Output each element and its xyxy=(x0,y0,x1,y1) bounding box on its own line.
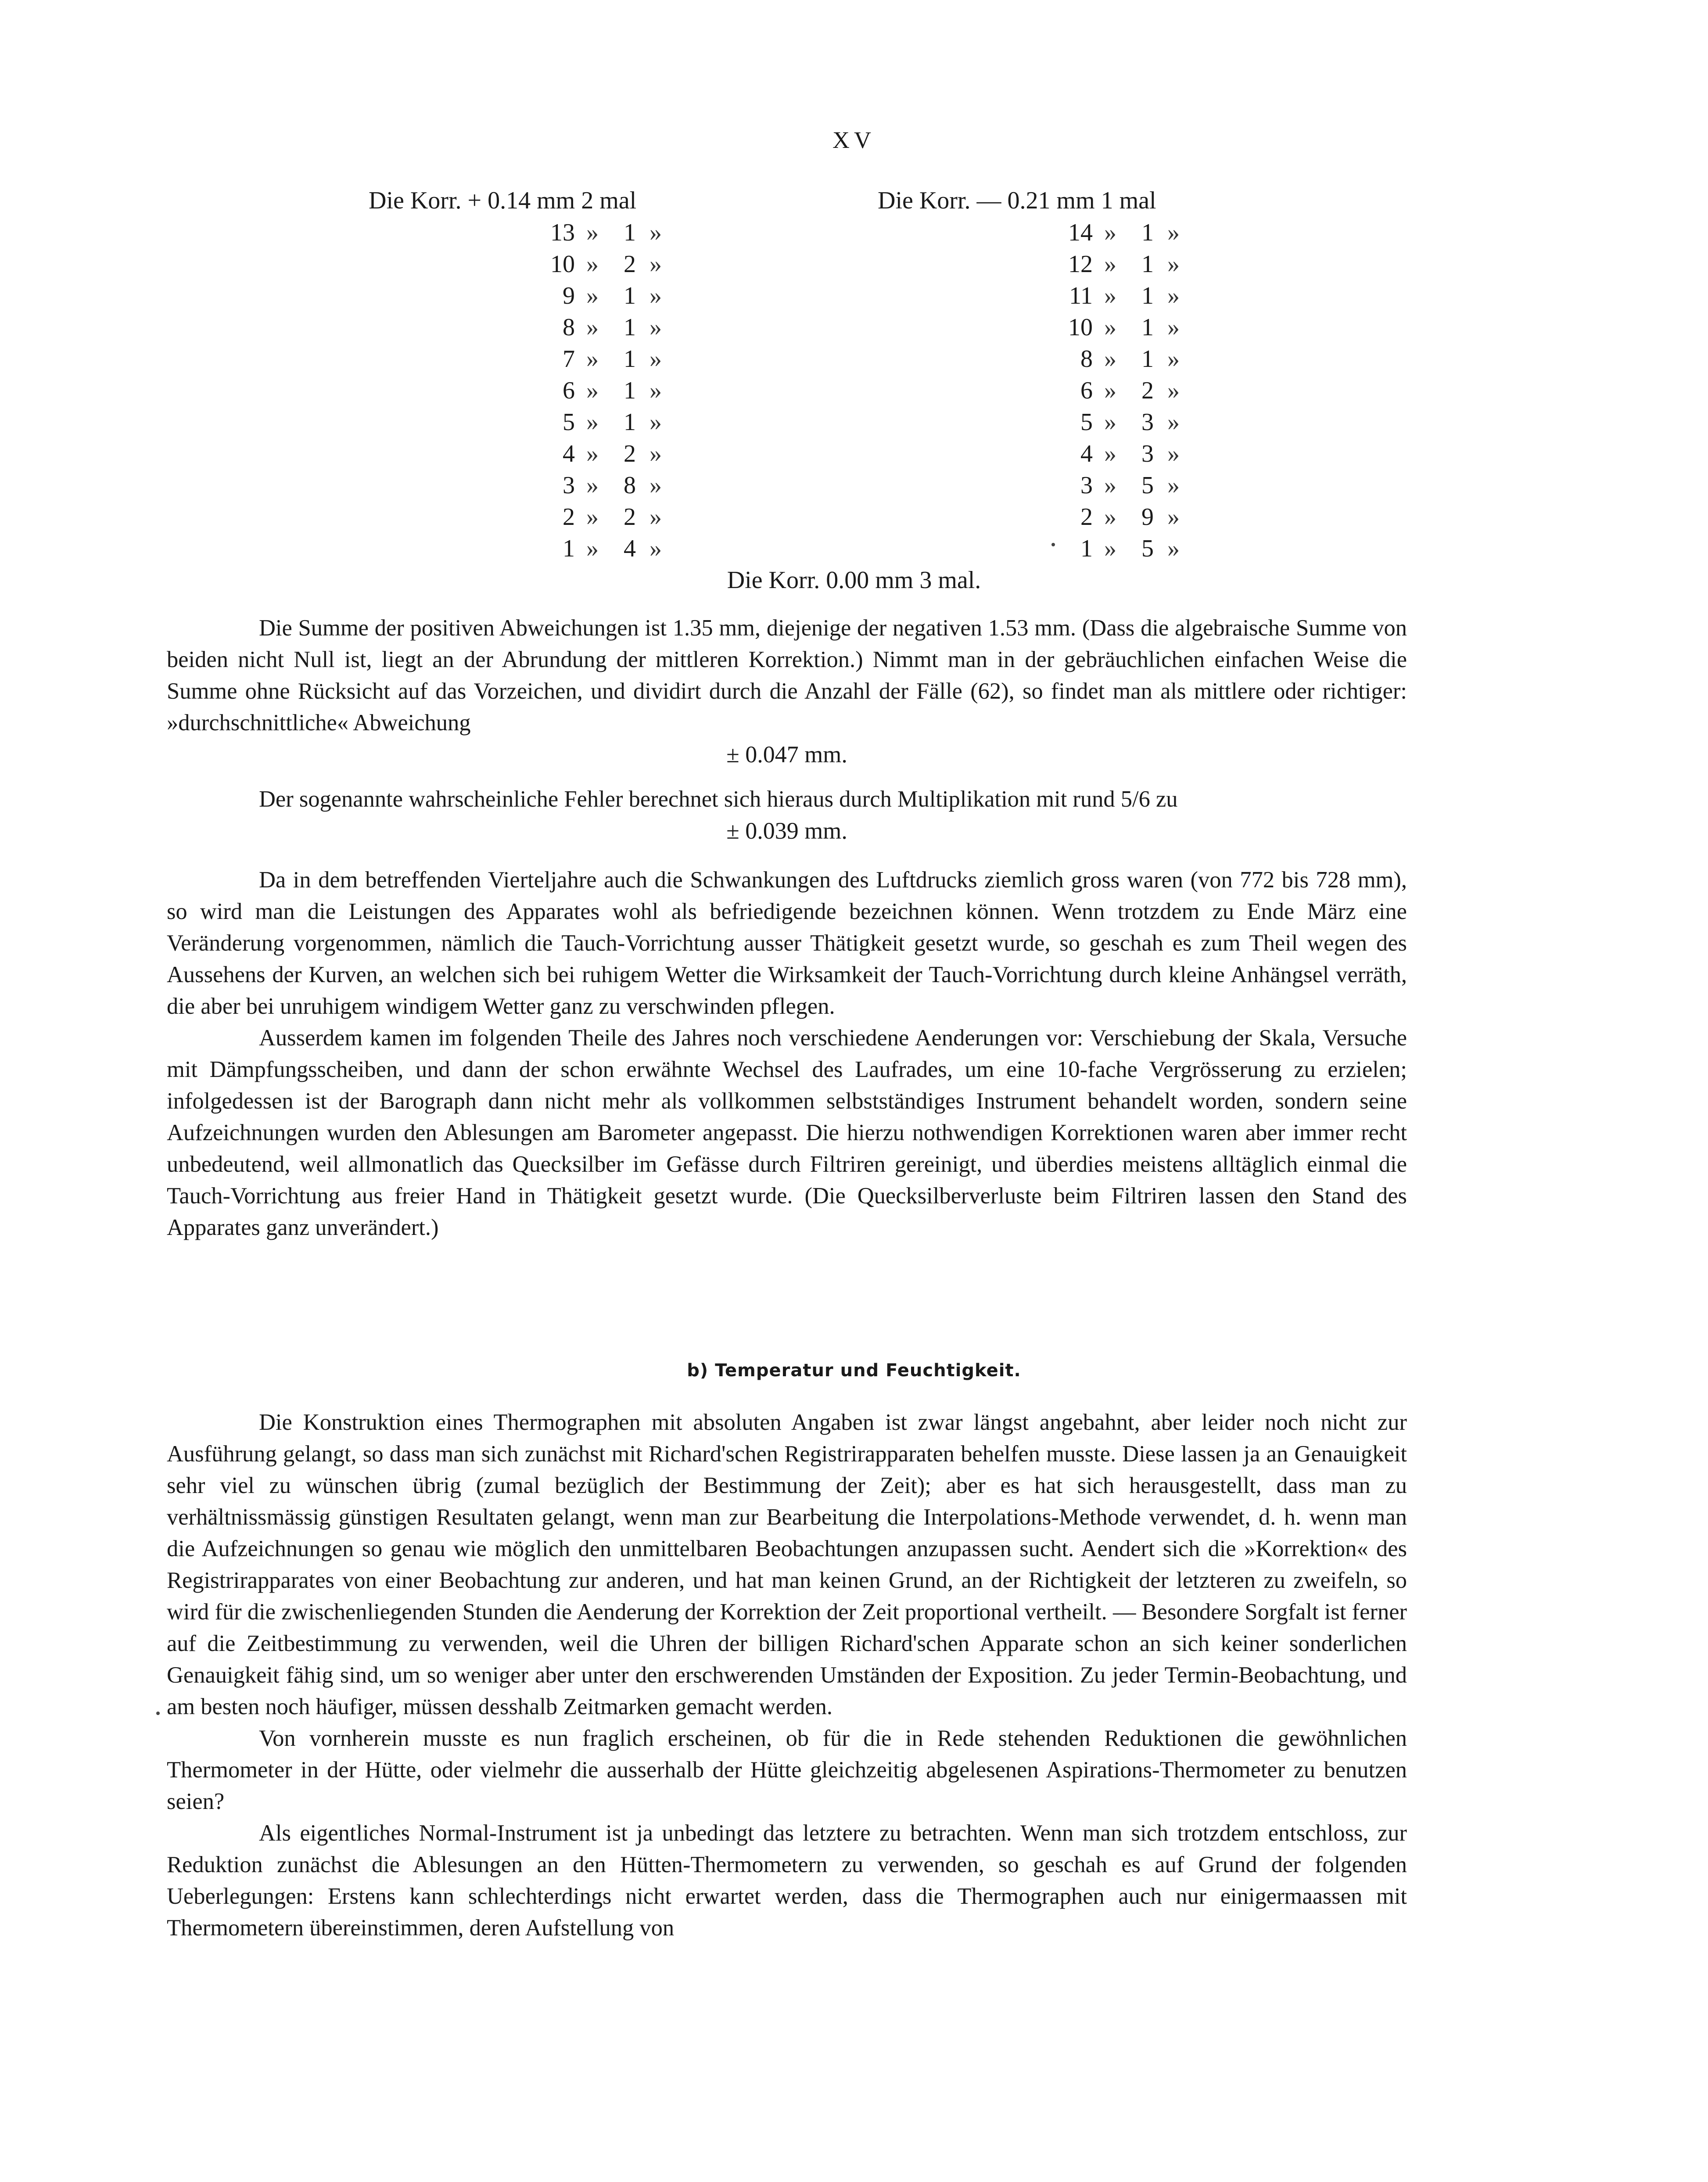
paragraph-thermograph: Die Konstruktion eines Thermographen mit absoluten Angaben ist zwar längst angebahnt, aber leider noch nicht zur Ausführung gelangt, so dass man sich zunächst mit Richard'schen Registrirapparaten behelfen musste. Diese lassen ja an Genauigkeit sehr viel zu wünschen übrig (zumal bezüglich der Bestimmung der Zeit); aber es hat sich herausgestellt, dass man zu verhältnissmässig günstigen Resultaten gelangt, wenn man zur Bearbeitung die Interpolations-Methode verwendet, d. h. wenn man die Aufzeichnungen so genau wie möglich den unmittelbaren Beobachtungen anzupassen sucht. Aendert sich die »Korrektion« des Registrirapparates von einer Beobachtung zur anderen, und hat man keinen Grund, an der Richtigkeit der letzteren zu zweifeln, so wird für die zwischenliegenden Stunden die Aenderung der Korrektion der Zeit proportional vertheilt. — Besondere Sorgfalt ist ferner auf die Zeitbestimmung zu verwenden, weil die Uhren der billigen Richard'schen Apparate schon an sich keiner sonderlichen Genauigkeit fähig sind, um so weniger aber unter den erschwerenden Umständen der Exposition. Zu jeder Termin-Beobachtung, und am besten noch häufiger, müssen desshalb Zeitmarken gemacht werden. xyxy=(167,1410,1407,1719)
ditto-mark: » xyxy=(1104,345,1116,373)
paragraph-probable-error: Der sogenannte wahrscheinliche Fehler berechnet sich hieraus durch Multiplikation mit rund 5/6 zu xyxy=(259,786,1178,812)
correction-value: 2 xyxy=(1080,503,1093,531)
correction-value: 11 xyxy=(1069,282,1093,309)
table-row xyxy=(369,501,720,533)
ditto-mark: » xyxy=(1167,409,1180,436)
correction-value: 12 xyxy=(1068,251,1093,278)
ditto-mark: » xyxy=(649,440,662,467)
correction-value: 5 xyxy=(1080,409,1093,436)
occurrence-count: 9 xyxy=(1141,503,1154,531)
ditto-mark: » xyxy=(649,472,662,499)
ditto-mark: » xyxy=(586,409,599,436)
table-footer-zero: Die Korr. 0.00 mm 3 mal. xyxy=(727,567,981,594)
table-row xyxy=(369,217,720,248)
ditto-mark: » xyxy=(586,314,599,341)
ditto-mark: » xyxy=(1104,472,1116,499)
occurrence-count: 2 xyxy=(1141,377,1154,404)
ditto-mark: » xyxy=(1104,282,1116,309)
occurrence-count: 1 xyxy=(624,219,636,246)
table-row xyxy=(878,501,1220,533)
table-row xyxy=(878,280,1220,312)
occurrence-count: 1 xyxy=(624,345,636,373)
occurrence-count: 1 xyxy=(1141,282,1154,309)
occurrence-count: 2 xyxy=(624,440,636,467)
corrections-table-negative xyxy=(878,184,1220,564)
occurrence-count: 4 xyxy=(624,535,636,562)
ditto-mark: » xyxy=(1167,314,1180,341)
correction-value: 3 xyxy=(1080,472,1093,499)
correction-value: 10 xyxy=(550,251,575,278)
ditto-mark: » xyxy=(586,345,599,373)
occurrence-count: 2 xyxy=(624,503,636,531)
correction-value: 10 xyxy=(1068,314,1093,341)
correction-value: 4 xyxy=(563,440,575,467)
table-row xyxy=(369,533,720,564)
ditto-mark: » xyxy=(1167,472,1180,499)
table-row xyxy=(878,406,1220,438)
table-row xyxy=(369,438,720,470)
correction-value: 1 xyxy=(1080,535,1093,562)
ditto-mark: » xyxy=(1167,503,1180,531)
occurrence-count: 1 xyxy=(624,314,636,341)
correction-value: 4 xyxy=(1080,440,1093,467)
formula-mean-deviation: ± 0.047 mm. xyxy=(726,741,847,768)
table-row xyxy=(878,248,1220,280)
ditto-mark: » xyxy=(649,377,662,404)
table-rows-positive xyxy=(369,217,720,564)
ditto-mark: » xyxy=(649,314,662,341)
table-header-positive: Die Korr. + 0.14 mm 2 mal xyxy=(369,187,637,214)
body-text-bottom xyxy=(167,1407,1407,1944)
occurrence-count: 5 xyxy=(1141,472,1154,499)
ditto-mark: » xyxy=(586,219,599,246)
occurrence-count: 2 xyxy=(624,251,636,278)
table-row xyxy=(878,533,1220,564)
ditto-mark: » xyxy=(1104,377,1116,404)
table-row xyxy=(878,375,1220,406)
ditto-mark: » xyxy=(586,503,599,531)
corrections-table-positive xyxy=(369,184,720,564)
speck-mark xyxy=(1051,543,1055,546)
ditto-mark: » xyxy=(1167,282,1180,309)
correction-value: 5 xyxy=(563,409,575,436)
ditto-mark: » xyxy=(1167,440,1180,467)
correction-value: 6 xyxy=(563,377,575,404)
paragraph-sum: Die Summe der positiven Abweichungen ist 1.35 mm, diejenige der negativen 1.53 mm. (Dass die algebraische Summe von beiden nicht Null ist, liegt an der Abrundung der mittleren Korrektion.) Nimmt man in der gebräuchlichen einfachen Weise die Summe ohne Rücksicht auf das Vorzeichen, und dividirt durch die Anzahl der Fälle (62), so findet man als mittlere oder richtiger: »durchschnittliche« Abweichung xyxy=(167,615,1407,736)
correction-value: 3 xyxy=(563,472,575,499)
occurrence-count: 3 xyxy=(1141,440,1154,467)
correction-value: 7 xyxy=(563,345,575,373)
occurrence-count: 3 xyxy=(1141,409,1154,436)
margin-dot-mark xyxy=(156,1712,160,1715)
occurrence-count: 8 xyxy=(624,472,636,499)
ditto-mark: » xyxy=(1104,503,1116,531)
ditto-mark: » xyxy=(1104,314,1116,341)
formula-probable-error: ± 0.039 mm. xyxy=(726,818,847,844)
correction-value: 2 xyxy=(563,503,575,531)
ditto-mark: » xyxy=(1104,409,1116,436)
occurrence-count: 1 xyxy=(1141,314,1154,341)
table-row xyxy=(369,248,720,280)
table-row xyxy=(878,217,1220,248)
ditto-mark: » xyxy=(1167,251,1180,278)
occurrence-count: 1 xyxy=(624,409,636,436)
table-row xyxy=(369,280,720,312)
correction-value: 6 xyxy=(1080,377,1093,404)
occurrence-count: 1 xyxy=(624,282,636,309)
table-row xyxy=(878,470,1220,501)
correction-value: 14 xyxy=(1068,219,1093,246)
body-text-top xyxy=(167,612,1407,1243)
table-row xyxy=(878,343,1220,375)
occurrence-count: 1 xyxy=(624,377,636,404)
ditto-mark: » xyxy=(1167,345,1180,373)
table-row xyxy=(369,343,720,375)
occurrence-count: 5 xyxy=(1141,535,1154,562)
paragraph-changes: Ausserdem kamen im folgenden Theile des Jahres noch verschiedene Aenderungen vor: Verschiebung der Skala, Versuche mit Dämpfungsscheiben, und dann der schon erwähnte Wechsel des Laufrades, um eine 10-fache Vergrösserung zu erzielen; infolgedessen ist der Barograph dann nicht mehr als vollkommen selbstständiges Instrument behandelt worden, sondern seine Aufzeichnungen wurden den Ablesungen am Barometer angepasst. Die hierzu nothwendigen Korrektionen waren aber immer recht unbedeutend, weil allmonatlich das Quecksilber im Gefässe durch Filtriren gereinigt, und überdies meistens alltäglich einmal die Tauch-Vorrichtung aus freier Hand in Thätigkeit gesetzt wurde. (Die Quecksilberverluste beim Filtriren lassen den Stand des Apparates ganz unverändert.) xyxy=(167,1025,1407,1240)
table-rows-negative xyxy=(878,217,1220,564)
paragraph-normal-instrument: Als eigentliches Normal-Instrument ist ja unbedingt das letztere zu betrachten. Wenn man sich trotzdem entschloss, zur Reduktion zunächst die Ablesungen an den Hütten-Thermometern zu verwenden, so geschah es auf Grund der folgenden Ueberlegungen: Erstens kann schlechterdings nicht erwartet werden, dass die Thermographen auch nur einigermaassen mit Thermometern übereinstimmen, deren Aufstellung von xyxy=(167,1820,1407,1941)
ditto-mark: » xyxy=(586,440,599,467)
correction-value: 1 xyxy=(563,535,575,562)
ditto-mark: » xyxy=(649,251,662,278)
occurrence-count: 1 xyxy=(1141,219,1154,246)
correction-value: 8 xyxy=(563,314,575,341)
ditto-mark: » xyxy=(1104,535,1116,562)
ditto-mark: » xyxy=(1104,440,1116,467)
ditto-mark: » xyxy=(1104,251,1116,278)
ditto-mark: » xyxy=(586,282,599,309)
occurrence-count: 1 xyxy=(1141,251,1154,278)
section-heading: b) Temperatur und Feuchtigkeit. xyxy=(687,1360,1021,1381)
ditto-mark: » xyxy=(1167,219,1180,246)
ditto-mark: » xyxy=(649,219,662,246)
ditto-mark: » xyxy=(586,535,599,562)
ditto-mark: » xyxy=(1104,219,1116,246)
ditto-mark: » xyxy=(586,251,599,278)
ditto-mark: » xyxy=(649,503,662,531)
paragraph-question: Von vornherein musste es nun fraglich erscheinen, ob für die in Rede stehenden Reduktionen die gewöhnlichen Thermometer in der Hütte, oder vielmehr die ausserhalb der Hütte gleichzeitig abgelesenen Aspirations-Thermometer zu benutzen seien? xyxy=(167,1726,1407,1814)
table-row xyxy=(878,438,1220,470)
page-number: XV xyxy=(832,127,876,153)
ditto-mark: » xyxy=(649,409,662,436)
table-row xyxy=(369,470,720,501)
table-row xyxy=(369,312,720,343)
table-row xyxy=(369,375,720,406)
ditto-mark: » xyxy=(649,282,662,309)
correction-value: 13 xyxy=(550,219,575,246)
ditto-mark: » xyxy=(586,377,599,404)
paragraph-quarter: Da in dem betreffenden Vierteljahre auch die Schwankungen des Luftdrucks ziemlich gross waren (von 772 bis 728 mm), so wird man die Leistungen des Apparates wohl als befriedigende bezeichnen können. Wenn trotzdem zu Ende März eine Veränderung vorgenommen, nämlich die Tauch-Vorrichtung ausser Thätigkeit gesetzt wurde, so geschah es zum Theil wegen des Aussehens der Kurven, an welchen sich bei ruhigem Wetter die Wirksamkeit der Tauch-Vorrichtung durch kleine Anhängsel verräth, die aber bei unruhigem windigem Wetter ganz zu verschwinden pflegen. xyxy=(167,867,1407,1019)
table-header-negative: Die Korr. — 0.21 mm 1 mal xyxy=(878,187,1156,214)
correction-value: 9 xyxy=(563,282,575,309)
ditto-mark: » xyxy=(586,472,599,499)
correction-value: 8 xyxy=(1080,345,1093,373)
ditto-mark: » xyxy=(649,535,662,562)
occurrence-count: 1 xyxy=(1141,345,1154,373)
table-row xyxy=(878,312,1220,343)
ditto-mark: » xyxy=(1167,535,1180,562)
ditto-mark: » xyxy=(1167,377,1180,404)
table-row xyxy=(369,406,720,438)
ditto-mark: » xyxy=(649,345,662,373)
